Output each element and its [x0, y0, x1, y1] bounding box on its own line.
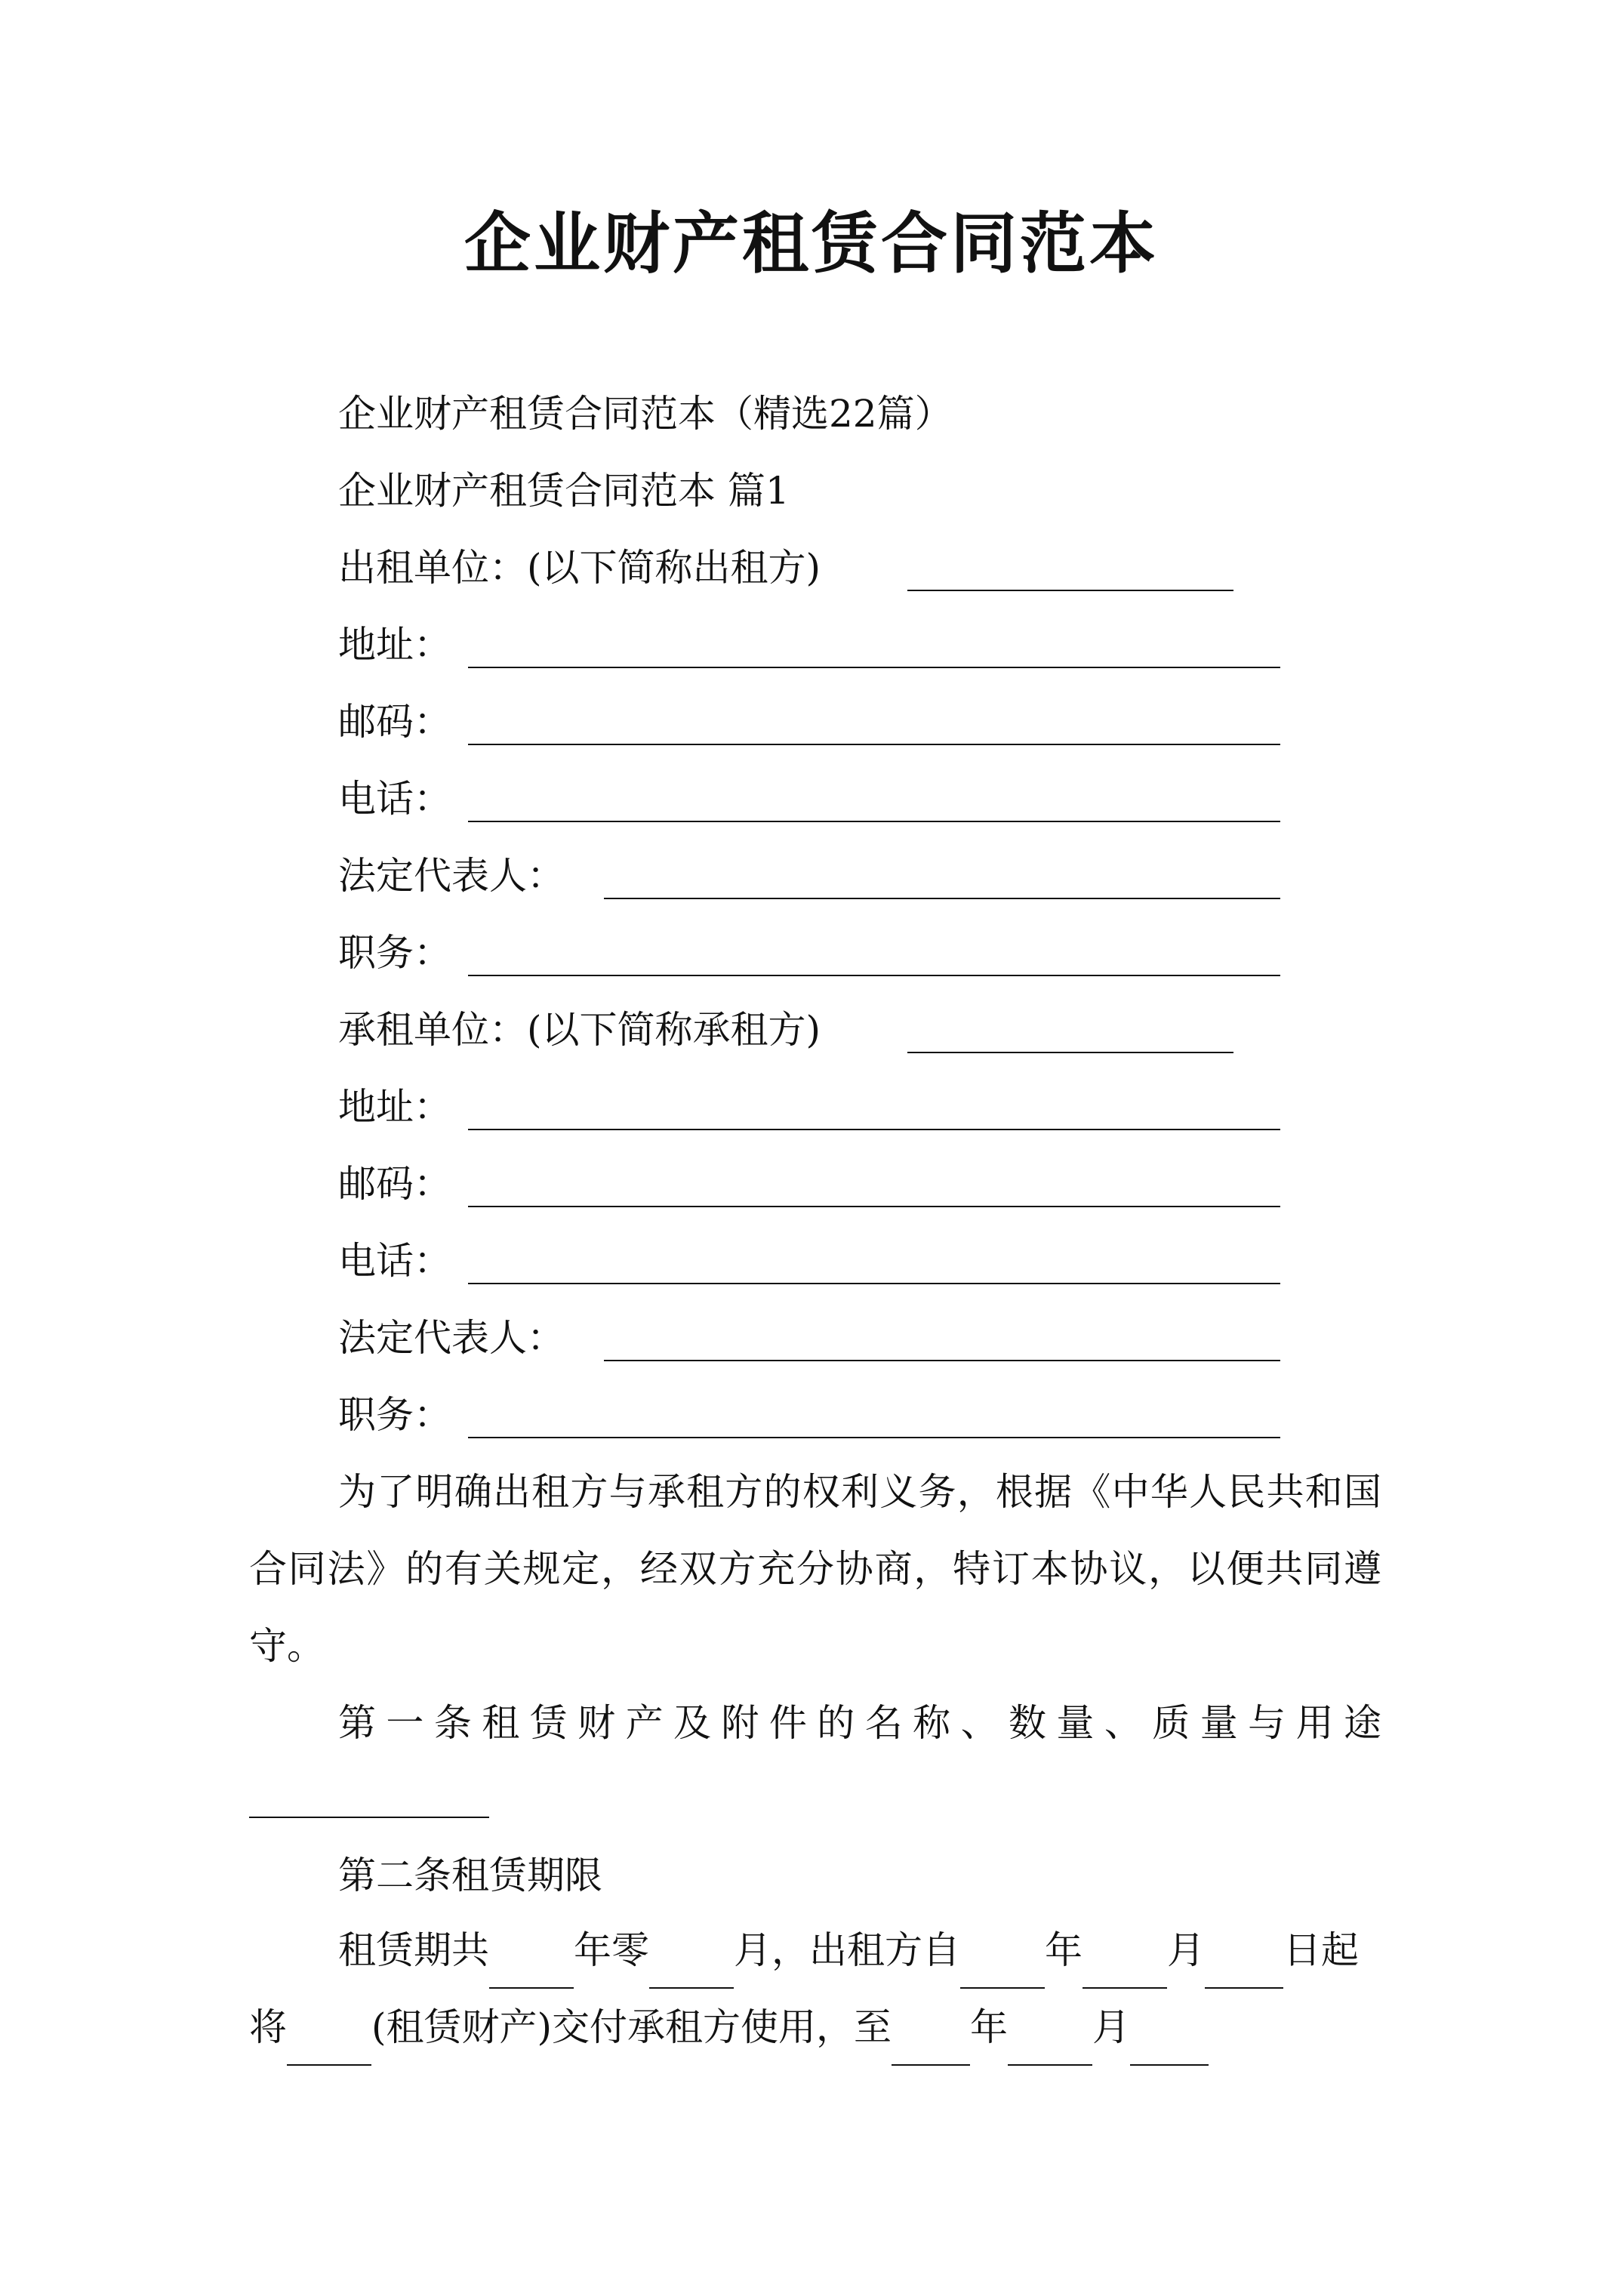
lessor-rep-label: 法定代表人： — [338, 854, 565, 898]
lessor-position-label: 职务： — [338, 931, 451, 975]
lessor-position-field — [338, 926, 451, 979]
lessor-postcode-label: 邮码： — [338, 700, 451, 744]
term-paragraph — [249, 1912, 1381, 2066]
lessor-postcode-field — [338, 695, 451, 748]
lessor-unit-field — [338, 541, 821, 594]
lessee-unit-field — [338, 1003, 821, 1056]
end-day-blank — [1130, 2025, 1209, 2066]
lessee-rep-label: 法定代表人： — [338, 1316, 565, 1360]
lessor-postcode-blank — [468, 744, 1280, 745]
lessee-phone-field — [338, 1234, 451, 1287]
lessor-rep-blank — [604, 898, 1280, 899]
lessor-phone-label: 电话： — [338, 777, 451, 821]
end-year-blank — [892, 2025, 970, 2066]
lessor-address-label: 地址： — [338, 623, 451, 667]
lessee-unit-blank — [907, 1052, 1233, 1053]
intro-paragraph: 为了明确出租方与承租方的权利义务，根据《中华人民共和国合同法》的有关规定，经双方充分协商，特订本协议，以便共同遵守。 — [249, 1470, 1381, 1668]
lessee-position-field — [338, 1388, 451, 1441]
lessee-postcode-blank — [468, 1206, 1280, 1207]
lessee-address-field — [338, 1080, 451, 1133]
lessee-phone-label: 电话： — [338, 1239, 451, 1283]
document-title: 企业财产租赁合同范本 — [463, 204, 1159, 282]
article-1: 第一条租赁财产及附件的名称、数量、质量与用途 — [338, 1701, 1381, 1745]
start-year-blank — [960, 1948, 1045, 1989]
term-text-7: (租赁财产)交付承租方使用，至 — [371, 2005, 892, 2049]
end-month-blank — [1008, 2025, 1092, 2066]
start-month-blank — [1083, 1948, 1167, 1989]
section-heading: 企业财产租赁合同范本 篇1 — [338, 469, 790, 513]
term-text-4: 年 — [1045, 1928, 1083, 1972]
lessor-phone-blank — [468, 821, 1280, 822]
lessee-phone-blank — [468, 1283, 1280, 1284]
term-text-6: 日起将 — [249, 1928, 1359, 2049]
lessee-rep-field — [338, 1311, 565, 1364]
term-text-1: 租赁期共 — [338, 1928, 489, 1972]
lessee-position-label: 职务： — [338, 1393, 451, 1437]
term-text-8: 年 — [970, 2005, 1009, 2049]
term-months-blank — [649, 1948, 734, 1989]
lessor-address-blank — [468, 667, 1280, 668]
start-day-blank — [1205, 1948, 1283, 1989]
lessor-unit-blank — [907, 590, 1233, 591]
lessor-address-field — [338, 618, 451, 671]
lessee-postcode-label: 邮码： — [338, 1162, 451, 1206]
article-2: 第二条租赁期限 — [338, 1854, 602, 1897]
lessee-position-blank — [468, 1437, 1280, 1438]
lessee-address-label: 地址： — [338, 1085, 451, 1129]
lessee-postcode-field — [338, 1157, 451, 1210]
property-blank — [287, 2025, 371, 2066]
term-text-2: 年零 — [574, 1928, 649, 1972]
lessee-rep-blank — [604, 1360, 1280, 1361]
lessee-unit-label: 承租单位：(以下简称承租方) — [338, 1008, 821, 1052]
lessor-rep-field — [338, 849, 565, 902]
lessee-address-blank — [468, 1129, 1280, 1130]
lessor-position-blank — [468, 975, 1280, 976]
lessor-phone-field — [338, 772, 451, 825]
term-text-5: 月 — [1167, 1928, 1205, 1972]
lessor-unit-label: 出租单位：(以下简称出租方) — [338, 546, 821, 590]
article-1-blank — [249, 1817, 489, 1818]
document-subtitle: 企业财产租赁合同范本（精选22篇） — [338, 392, 953, 436]
term-text-9: 月 — [1092, 2005, 1131, 2049]
term-years-blank — [489, 1948, 574, 1989]
term-text-3: 月，出租方自 — [734, 1928, 960, 1972]
